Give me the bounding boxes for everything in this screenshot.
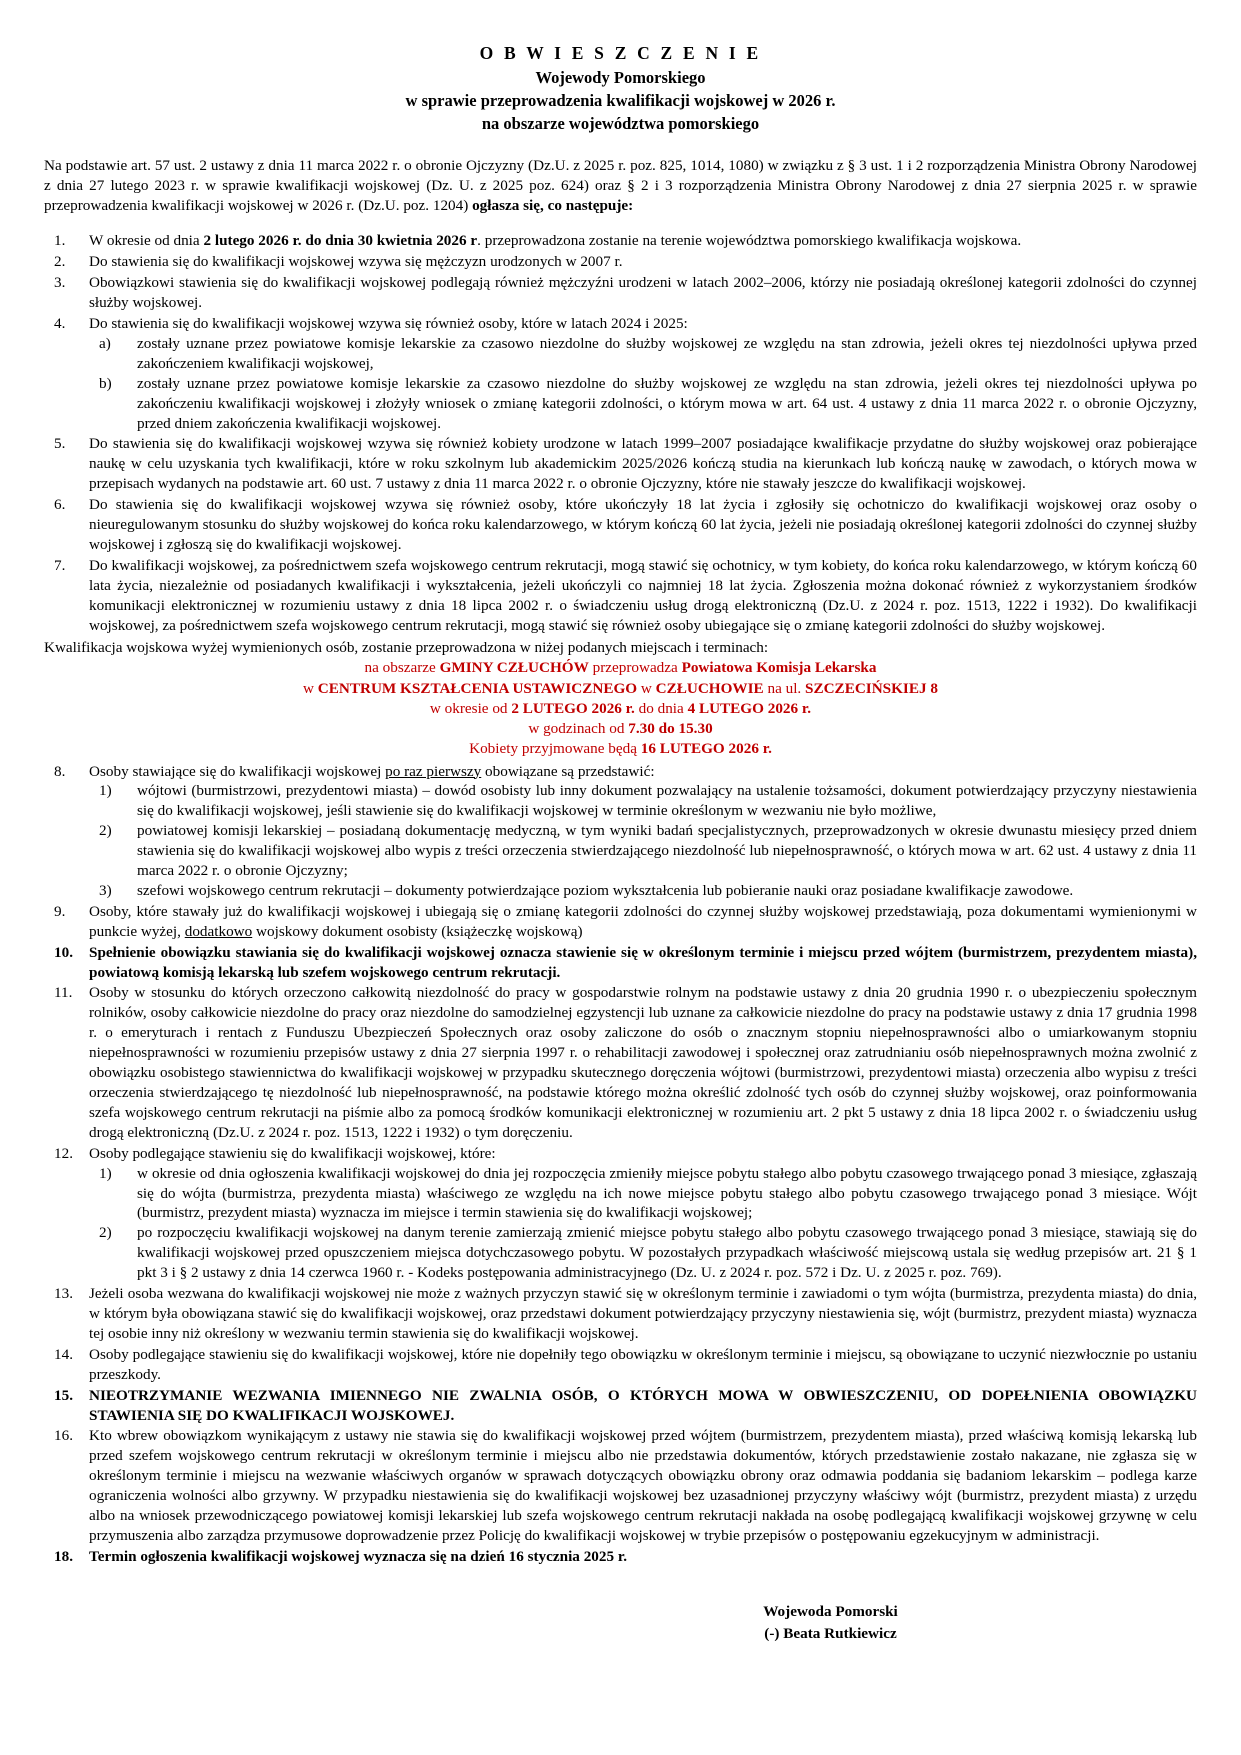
item-number: 6.	[54, 496, 66, 514]
legal-basis-text: Na podstawie art. 57 ust. 2 ustawy z dnia 11 marca 2022 r. o obronie Ojczyzny (Dz.U. z 2025 r. poz. 825, 1014, 1080) w związku z § 3 ust. 1 i 2 rozporządzenia Ministra Obrony Narodowej z dnia 27 lutego 2023 r. w sprawie kwalifikacji wojskowej (Dz. U. z 2025 poz. 624) oraz § 2 i 3 rozporządzenia Ministra Obrony Narodowej z dnia 27 sierpnia 2025 r. w sprawie przeprowadzenia kwalifikacji wojskowej w 2026 r. (Dz.U. poz. 1204)	[44, 156, 1197, 214]
venue-line-commission	[44, 658, 1197, 678]
sub-item-number: 1)	[99, 782, 112, 800]
item-text: Do stawienia się do kwalifikacji wojskowej wzywa się również osoby, które w latach 2024 i 2025:	[89, 315, 688, 333]
provision-8-sublist	[89, 781, 1197, 900]
sub-item-text: szefowi wojskowego centrum rekrutacji – dokumenty potwierdzające poziom wykształcenia lub pobieranie nauki oraz posiadane kwalifikacje zawodowe.	[137, 881, 1074, 899]
item-text-pre: W okresie od dnia	[89, 232, 204, 250]
document-header	[44, 42, 1197, 136]
item-text: Osoby w stosunku do których orzeczono całkowitą niezdolność do pracy w gospodarstwie rolnym na podstawie ustawy z dnia 20 grudnia 1990 r. o ubezpieczeniu społecznym rolników, osoby całkowicie niezdolne do pracy oraz niezdolne do samodzielnej egzystencji lub uznane za całkowicie niezdolne do pracy na podstawie ustawy z dnia 17 grudnia 1998 r. o emeryturach i rentach z Funduszu Ubezpieczeń Społecznych oraz osoby zaliczone do osób o znacznym stopniu niepełnosprawności albo o umiarkowanym stopniu niepełnosprawności w rozumieniu przepisów ustawy z dnia 27 sierpnia 1997 r. o rehabilitacji zawodowej i społecznej oraz zatrudnianiu osób niepełnosprawnych można zwolnić z obowiązku osobistego stawiennictwa do kwalifikacji wojskowej w przypadku skutecznego doręczenia wójtowi (burmistrzowi, prezydentowi miasta) orzeczenia albo wypisu z treści orzeczenia stwierdzającego tę niezdolność lub niepełnosprawność, na podstawie którego można określić zdolność tych osób do czynnej służby wojskowej, oraz poinformowania szefa wojskowego centrum rekrutacji na piśmie albo za pomocą środków komunikacji elektronicznej w rozumieniu art. 2 pkt 5 ustawy z dnia 18 lipca 2002 r. o świadczeniu usług drogą elektroniczną (Dz.U. z 2024 r. poz. 1513, 1222 i 1932) o tym doręczeniu.	[89, 984, 1197, 1141]
item-text: Kto wbrew obowiązkom wynikającym z ustawy nie stawia się do kwalifikacji wojskowej przed wójtem (burmistrzem, prezydentem miasta), przed właściwą komisją lekarską lub przed szefem wojskowego centrum rekrutacji w określonym terminie i miejscu albo nie przedstawia dokumentów, których przedstawienie zostało nakazane, nie zgłasza się w określonym terminie i miejscu na wezwanie właściwych organów w sprawach dotyczących obowiązku obrony oraz odmawia poddania się badaniom lekarskim – podlega karze ograniczenia wolności albo grzywny. W przypadku niestawienia się do kwalifikacji wojskowej bez uzasadnionej przyczyny właściwy wójt (burmistrz, prezydent miasta) z urzędu albo na wniosek przewodniczącego powiatowej komisji lekarskiej lub szefa wojskowego centrum rekrutacji nakłada na osobę podlegającą kwalifikacji wojskowej grzywnę w celu przymuszenia albo zarządza przymusowe doprowadzenie przez Policję do kwalifikacji wojskowej w trybie przepisów o postępowaniu egzekucyjnym w administracji.	[89, 1427, 1197, 1544]
item-number: 13.	[54, 1285, 73, 1303]
provision-item-1	[44, 231, 1197, 251]
venue-until-label: do dnia	[634, 699, 688, 717]
item-number: 2.	[54, 253, 66, 271]
item-text: NIEOTRZYMANIE WEZWANIA IMIENNEGO NIE ZWALNIA OSÓB, O KTÓRYCH MOWA W OBWIESZCZENIU, OD DOPEŁNIENIA OBOWIĄZKU STAWIENIA SIĘ DO KWALIFIKACJI WOJSKOWEJ.	[89, 1386, 1197, 1424]
item-number: 10.	[54, 943, 73, 961]
venue-conducted-by: przeprowadza	[588, 659, 682, 677]
venue-hours: 7.30 do 15.30	[628, 720, 713, 738]
item-text-pre: Osoby, które stawały już do kwalifikacji wojskowej i ubiegają się o zmianę kategorii zdolności do czynnej służby wojskowej przedstawiają, poza dokumentami wymienionymi w punkcie wyżej,	[89, 902, 1197, 940]
item-text: Osoby podlegające stawieniu się do kwalifikacji wojskowej, które:	[89, 1144, 496, 1162]
item-number: 18.	[54, 1547, 73, 1565]
item-text-post: obowiązane są przedstawić:	[481, 762, 655, 780]
venue-line-hours	[44, 719, 1197, 739]
venue-city: CZŁUCHOWIE	[655, 679, 764, 697]
item-number: 7.	[54, 556, 66, 574]
sub-item-2	[89, 821, 1197, 881]
item-text: Do stawienia się do kwalifikacji wojskowej wzywa się również kobiety urodzone w latach 1999–2007 posiadające kwalifikacje przydatne do służby wojskowej oraz pobierające naukę w celu uzyskania tych kwalifikacji, które w roku szkolnym lub akademickim 2025/2026 kończą studia na kierunkach lub kończą naukę w zawodach, o których mowa w przepisach wydanych na podstawie art. 60 ust. 7 ustawy z dnia 11 marca 2022 r. o obronie Ojczyzny, które nie stawały jeszcze do kwalifikacji wojskowej.	[89, 435, 1197, 493]
provision-item-11	[44, 983, 1197, 1142]
item-text: Jeżeli osoba wezwana do kwalifikacji wojskowej nie może z ważnych przyczyn stawić się w określonym terminie i zawiadomi o tym wójta (burmistrza, prezydenta miasta) do dnia, w którym była obowiązana stawić się do kwalifikacji wojskowej, oraz przedstawi dokument potwierdzający przyczyny niestawienia się, wójt (burmistrz, prezydent miasta) wyznacza tej osobie inny niż określony w wezwaniu termin stawienia się do kwalifikacji wojskowej.	[89, 1285, 1197, 1342]
sub-item-a	[89, 334, 1197, 374]
sub-item-2	[89, 1223, 1197, 1283]
item-number: 9.	[54, 902, 66, 920]
item-number: 4.	[54, 315, 66, 333]
sub-item-number: 2)	[99, 1224, 112, 1242]
provisions-list-continued	[44, 762, 1197, 1567]
sub-item-number: 2)	[99, 822, 112, 840]
item-text: Termin ogłoszenia kwalifikacji wojskowej wyznacza się na dzień 16 stycznia 2025 r.	[89, 1547, 628, 1565]
provision-item-12	[44, 1144, 1197, 1283]
venue-street-prefix: na ul.	[763, 679, 806, 697]
venue-line-women	[44, 739, 1197, 759]
item-emphasis-additionally: dodatkowo	[184, 922, 253, 940]
venue-line-address	[44, 679, 1197, 699]
provision-item-16	[44, 1426, 1197, 1545]
sub-item-1	[89, 781, 1197, 821]
subtitle-line-2: w sprawie przeprowadzenia kwalifikacji wojskowej w 2026 r.	[405, 91, 836, 111]
venue-prefix: na obszarze	[364, 659, 440, 677]
venue-street: SZCZECIŃSKIEJ 8	[805, 679, 938, 697]
sub-item-text: zostały uznane przez powiatowe komisje lekarskie za czasowo niezdolne do służby wojskowej ze względu na stan zdrowia, jeżeli okres tej niezdolności upływa przed zakończeniem kwalifikacji wojskowej,	[137, 334, 1197, 372]
item-text-post: wojskowy dokument osobisty (książeczkę wojskową)	[252, 922, 583, 940]
provision-12-sublist	[89, 1164, 1197, 1283]
provision-item-4	[44, 314, 1197, 433]
provision-item-14	[44, 1345, 1197, 1385]
provision-4-sublist	[89, 334, 1197, 434]
venue-institution: CENTRUM KSZTAŁCENIA USTAWICZNEGO	[317, 679, 638, 697]
sub-item-number: b)	[99, 374, 112, 392]
item-number: 11.	[54, 984, 73, 1002]
venue-lead-in-line: Kwalifikacja wojskowa wyżej wymienionych osób, zostanie przeprowadzona w niżej podanych miejscach i terminach:	[44, 638, 769, 656]
signatory-title: Wojewoda Pomorski	[763, 1602, 898, 1620]
item-text-pre: Osoby stawiające się do kwalifikacji wojskowej	[89, 762, 386, 780]
item-number: 14.	[54, 1345, 73, 1363]
venue-in-prefix: w	[637, 679, 656, 697]
legal-basis-paragraph	[44, 156, 1197, 217]
sub-item-3	[89, 881, 1197, 901]
women-date: 16 LUTEGO 2026 r.	[640, 740, 772, 758]
item-text: Do kwalifikacji wojskowej, za pośrednictwem szefa wojskowego centrum rekrutacji, mogą stawić się ochotnicy, w tym kobiety, do końca roku kalendarzowego, w którym kończą 60 lata życia, niezależnie od posiadanych kwalifikacji i wykształcenia, jeżeli ukończyli co najmniej 18 lat życia. Zgłoszenia można dokonać również z wykorzystaniem środków komunikacji elektronicznej w rozumieniu ustawy z dnia 18 lipca 2002 r. o świadczeniu usług drogą elektroniczną (Dz.U. z 2024 r. poz. 1513, 1222 i 1932). Do kwalifikacji wojskowej, za pośrednictwem szefa wojskowego centrum rekrutacji, mogą stawić się również osoby ubiegające się o zmianę kategorii zdolności do służby wojskowej.	[89, 556, 1197, 634]
sub-item-text: powiatowej komisji lekarskiej – posiadaną dokumentację medyczną, w tym wyniki badań specjalistycznych, przeprowadzonych w okresie dwunastu miesięcy przed dniem stawienia się do kwalifikacji wojskowej albo wypis z treści orzeczenia stwierdzającego niezdolność lub niepełnosprawność, o których mowa w art. 62 ust. 4 ustawy z dnia 11 marca 2022 r. o obronie Ojczyzny;	[137, 822, 1197, 880]
subtitle-line-1: Wojewody Pomorskiego	[535, 67, 706, 87]
item-emphasis-first-time: po raz pierwszy	[385, 762, 482, 780]
sub-item-text: wójtowi (burmistrzowi, prezydentowi miasta) – dowód osobisty lub inny dokument pozwalający na ustalenie tożsamości, dokument potwierdzający przyczyny niestawienia się do kwalifikacji wojskowej, jeśli stawienie się do kwalifikacji wojskowej w terminie określonym w wezwaniu nie było możliwe,	[137, 782, 1197, 820]
venue-at-prefix: w	[303, 679, 318, 697]
item-date-range: 2 lutego 2026 r. do dnia 30 kwietnia 2026 r	[203, 232, 478, 250]
item-number: 3.	[54, 274, 66, 292]
provision-item-9	[44, 902, 1197, 942]
provision-item-7	[44, 556, 1197, 636]
item-number: 1.	[54, 232, 66, 250]
provisions-list	[44, 231, 1197, 635]
venue-details-block	[44, 658, 1197, 759]
provision-item-3	[44, 273, 1197, 313]
sub-item-b	[89, 374, 1197, 434]
sub-item-1	[89, 1164, 1197, 1224]
item-number: 5.	[54, 435, 66, 453]
item-text: Obowiązkowi stawienia się do kwalifikacji wojskowej podlegają również mężczyźni urodzeni w latach 2002–2006, którzy nie posiadają określonej kategorii zdolności do czynnej służby wojskowej.	[89, 274, 1197, 312]
provision-item-18	[44, 1547, 1197, 1567]
signatory-name: (-) Beata Rutkiewicz	[764, 1624, 897, 1642]
sub-item-number: 1)	[99, 1164, 112, 1182]
signature-block	[44, 1601, 1197, 1645]
venue-line-dates	[44, 699, 1197, 719]
item-number: 16.	[54, 1427, 73, 1445]
item-text: Do stawienia się do kwalifikacji wojskowej wzywa się również osoby, które ukończyły 18 lat życia i zgłosiły się ochotniczo do kwalifikacji wojskowej oraz osoby o nieuregulowanym stosunku do służby wojskowej do końca roku kalendarzowego, w którym kończą 60 lat życia, jeżeli nie posiadają określonej kategorii zdolności do czynnej służby wojskowej i zgłoszą się do kwalifikacji wojskowej.	[89, 496, 1197, 553]
provision-item-2	[44, 252, 1197, 272]
item-number: 8.	[54, 762, 66, 780]
page-title: O B W I E S Z C Z E N I E	[479, 43, 762, 63]
provision-item-6	[44, 495, 1197, 555]
venue-commission-name: Powiatowa Komisja Lekarska	[681, 659, 877, 677]
venue-start-date: 2 LUTEGO 2026 r.	[511, 699, 635, 717]
provision-item-13	[44, 1284, 1197, 1344]
venue-hours-prefix: w godzinach od	[528, 720, 629, 738]
subtitle-line-3: na obszarze województwa pomorskiego	[481, 114, 760, 134]
provision-item-10	[44, 943, 1197, 983]
sub-item-number: 3)	[99, 881, 112, 899]
sub-item-text: po rozpoczęciu kwalifikacji wojskowej na danym terenie zamierzają zmienić miejsce pobytu stałego albo pobytu czasowego trwającego ponad 3 miesiące, stawiają się do kwalifikacji wojskowej przed opuszczeniem miejsca dotychczasowego pobytu. W pozostałych przypadkach właściwość miejscową ustala się według przepisów art. 21 § 1 pkt 3 i § 2 ustawy z dnia 14 czerwca 1960 r. - Kodeks postępowania administracyjnego (Dz. U. z 2024 r. poz. 572 i Dz. U. z 2025 r. poz. 769).	[137, 1224, 1197, 1282]
item-number: 12.	[54, 1144, 73, 1162]
announces-phrase: ogłasza się, co następuje:	[472, 196, 634, 214]
item-text: Do stawienia się do kwalifikacji wojskowej wzywa się mężczyzn urodzonych w 2007 r.	[89, 253, 623, 271]
sub-item-number: a)	[99, 334, 111, 352]
item-text-post: . przeprowadzona zostanie na terenie województwa pomorskiego kwalifikacja wojskowa.	[477, 232, 1022, 250]
provision-item-5	[44, 434, 1197, 494]
women-prefix: Kobiety przyjmowane będą	[469, 740, 641, 758]
item-number: 15.	[54, 1386, 73, 1404]
venue-end-date: 4 LUTEGO 2026 r.	[687, 699, 812, 717]
sub-item-text: w okresie od dnia ogłoszenia kwalifikacji wojskowej do dnia jej rozpoczęcia zmieniły miejsce pobytu stałego albo pobytu czasowego trwającego ponad 3 miesiące, zgłaszają się do wójta (burmistrza, prezydenta miasta) właściwego ze względu na ich nowe miejsce pobytu stałego albo pobytu czasowego trwającego ponad 3 miesiące. Wójt (burmistrz, prezydent miasta) wyznacza im miejsce i termin stawienia się do kwalifikacji wojskowej;	[137, 1164, 1197, 1222]
sub-item-text: zostały uznane przez powiatowe komisje lekarskie za czasowo niezdolne do służby wojskowej ze względu na stan zdrowia, jeżeli okres tej niezdolności upływa po zakończeniu kwalifikacji wojskowej i złożyły wniosek o zmianę kategorii zdolności, o którym mowa w art. 64 ust. 4 ustawy z dnia 11 marca 2022 r. o obronie Ojczyzny, przed dniem zakończenia kwalifikacji wojskowej.	[137, 374, 1197, 432]
item-text: Spełnienie obowiązku stawiania się do kwalifikacji wojskowej oznacza stawienie się w określonym terminie i miejscu przed wójtem (burmistrzem, prezydentem miasta), powiatową komisją lekarską lub szefem wojskowego centrum rekrutacji.	[89, 943, 1197, 981]
provision-item-8	[44, 762, 1197, 901]
venue-municipality: GMINY CZŁUCHÓW	[439, 659, 589, 677]
item-text: Osoby podlegające stawieniu się do kwalifikacji wojskowej, które nie dopełniły tego obowiązku w określonym terminie i miejscu, są obowiązane to uczynić niezwłocznie po ustaniu przeszkody.	[89, 1345, 1197, 1383]
provision-item-15	[44, 1386, 1197, 1426]
venue-period-prefix: w okresie od	[429, 699, 512, 717]
